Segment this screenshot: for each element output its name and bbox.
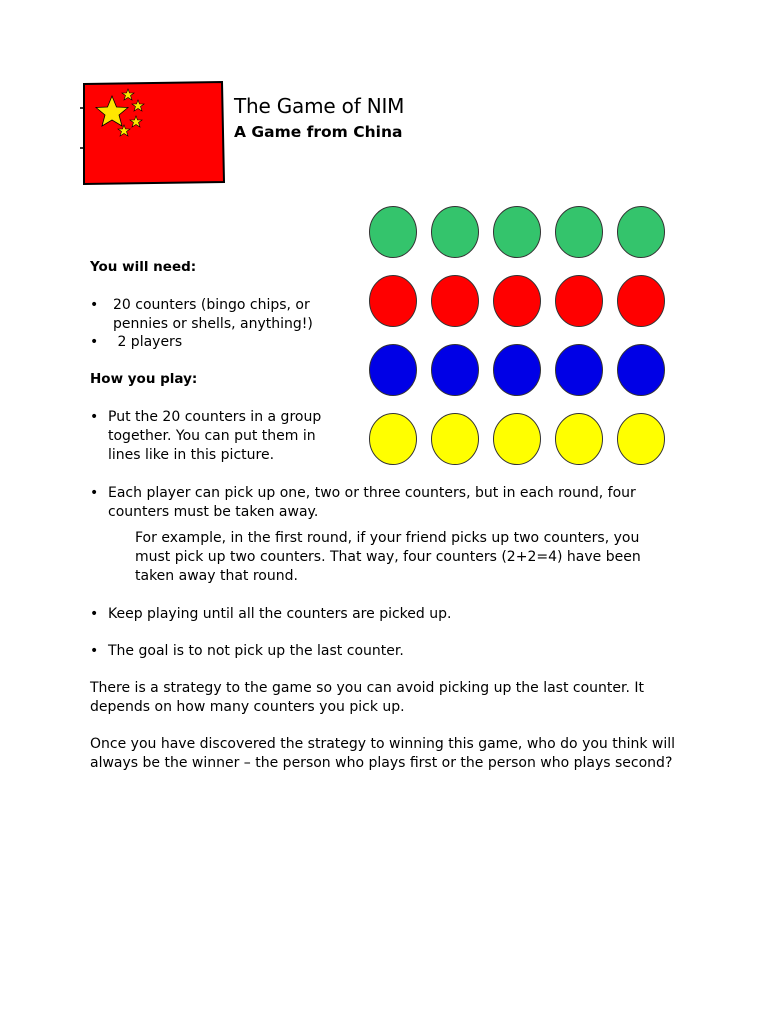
counter-chip	[618, 207, 665, 258]
counter-chip	[556, 414, 603, 465]
counter-chip	[556, 276, 603, 327]
play-step-3: Keep playing until all the counters are picked up.	[108, 606, 452, 622]
counter-chip	[432, 345, 479, 396]
bullet-icon: •	[90, 297, 99, 313]
counter-chip	[494, 345, 541, 396]
counter-chip	[494, 276, 541, 327]
example-text: For example, in the first round, if your friend picks up two counters, you must pick up two counters. That way, four counters (2+2=4) have been taken away that round.	[135, 530, 641, 584]
counter-chip	[556, 207, 603, 258]
play-step-2: Each player can pick up one, two or three counters, but in each round, four counters must be taken away.	[108, 485, 636, 520]
strategy-paragraph: There is a strategy to the game so you can avoid picking up the last counter. It depends on how many counters you pick up.	[90, 680, 645, 715]
counter-chip	[432, 207, 479, 258]
counter-chip	[370, 207, 417, 258]
counter-chip	[370, 414, 417, 465]
counter-chip	[432, 414, 479, 465]
counter-chip	[618, 414, 665, 465]
need-item-players: 2 players	[113, 334, 183, 350]
how-you-play-heading: How you play:	[90, 371, 198, 387]
counter-chip	[618, 345, 665, 396]
counter-chip	[494, 414, 541, 465]
bullet-icon: •	[90, 334, 99, 350]
bullet-icon: •	[90, 606, 99, 622]
bullet-icon: •	[90, 409, 99, 425]
page-subtitle: A Game from China	[234, 123, 403, 141]
need-item-counters: 20 counters (bingo chips, or pennies or shells, anything!)	[113, 297, 313, 332]
china-flag-image	[78, 78, 226, 186]
counter-chip	[432, 276, 479, 327]
counter-chip	[370, 345, 417, 396]
counter-chip	[618, 276, 665, 327]
bullet-icon: •	[90, 485, 99, 501]
counter-chip	[494, 207, 541, 258]
counters-illustration	[368, 205, 668, 467]
bullet-icon: •	[90, 643, 99, 659]
counter-chip	[556, 345, 603, 396]
play-step-4: The goal is to not pick up the last counter.	[108, 643, 404, 659]
counter-chip	[370, 276, 417, 327]
page-title: The Game of NIM	[234, 94, 405, 118]
play-step-1: Put the 20 counters in a group together. You can put them in lines like in this picture.	[108, 409, 322, 463]
you-will-need-heading: You will need:	[90, 259, 197, 275]
question-paragraph: Once you have discovered the strategy to winning this game, who do you think will always be the winner – the person who plays first or the person who plays second?	[90, 736, 676, 771]
